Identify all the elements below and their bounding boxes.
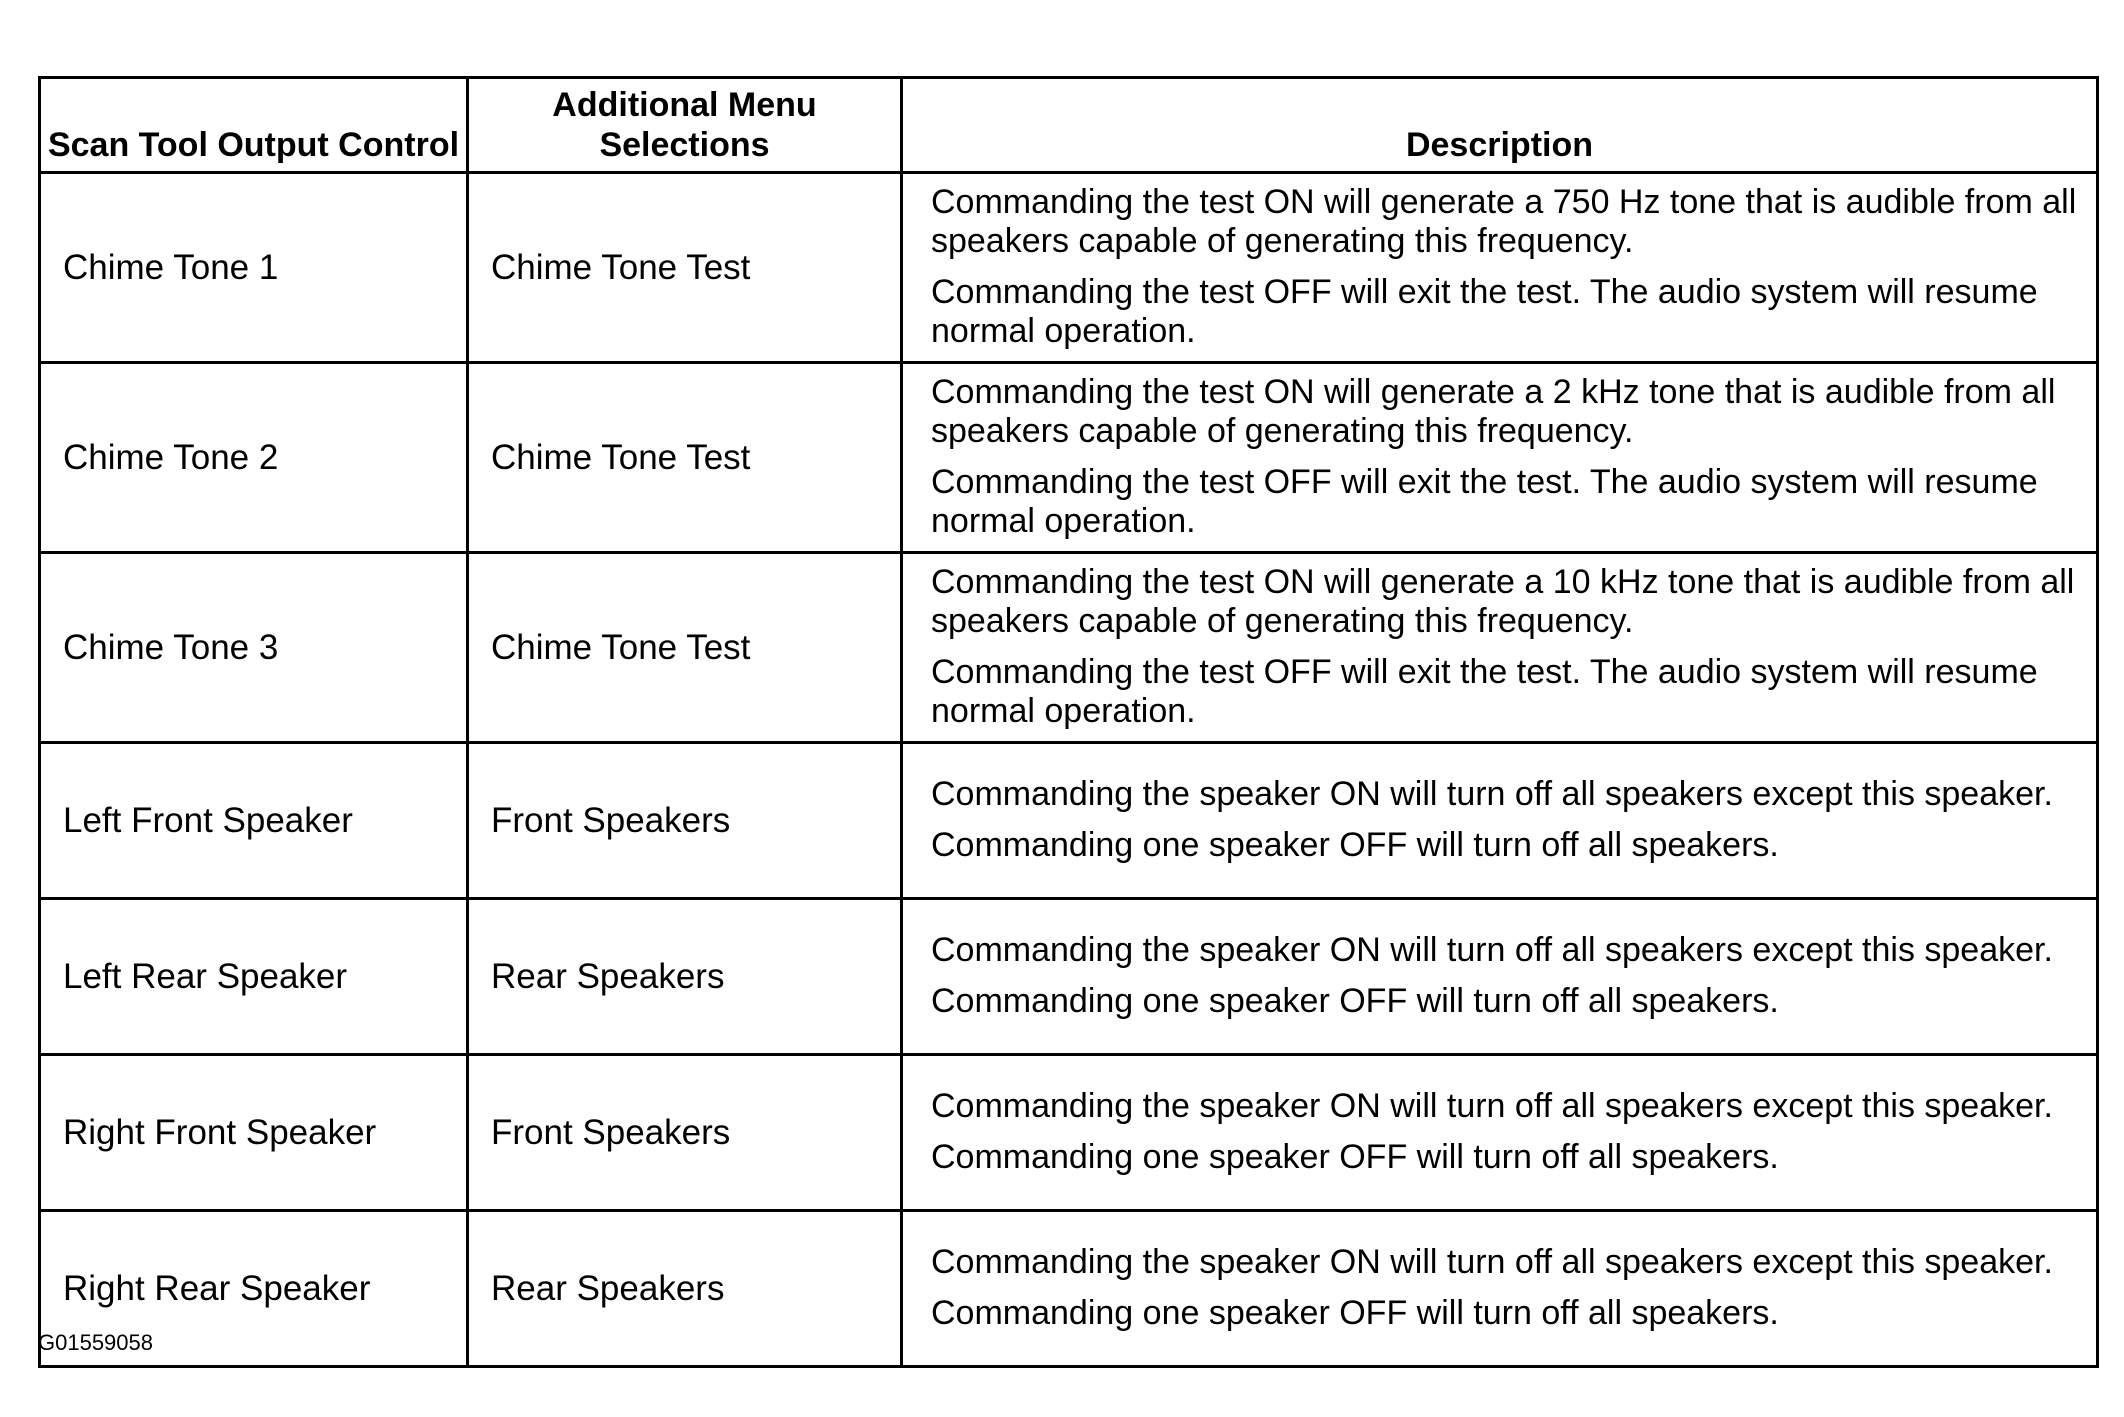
description-on-text: Commanding the test ON will generate a 10 kHz tone that is audible from all speakers capable of generating this frequency. — [931, 563, 2075, 640]
description-on-text: Commanding the test ON will generate a 2 kHz tone that is audible from all speakers capable of generating this frequency. — [931, 373, 2056, 450]
table-row — [40, 1211, 2098, 1367]
menu-selection-cell: Chime Tone Test — [468, 553, 902, 743]
description-cell — [902, 553, 2098, 743]
table-row — [40, 363, 2098, 553]
output-control-cell: Chime Tone 2 — [40, 363, 468, 553]
output-control-cell: Left Front Speaker — [40, 743, 468, 899]
menu-selection-cell: Front Speakers — [468, 743, 902, 899]
output-control-cell: Chime Tone 3 — [40, 553, 468, 743]
table-row — [40, 899, 2098, 1055]
description-cell — [902, 1211, 2098, 1367]
menu-selection-cell: Chime Tone Test — [468, 363, 902, 553]
menu-selection-cell: Rear Speakers — [468, 1211, 902, 1367]
output-control-cell: Right Rear Speaker — [40, 1211, 468, 1367]
table-row — [40, 1055, 2098, 1211]
description-on-text: Commanding the test ON will generate a 750 Hz tone that is audible from all speakers capable of generating this frequency. — [931, 183, 2077, 260]
description-cell — [902, 363, 2098, 553]
description-off-text: Commanding the test OFF will exit the test. The audio system will resume normal operation. — [931, 273, 2038, 350]
description-off-text: Commanding one speaker OFF will turn off all speakers. — [931, 1138, 1779, 1176]
description-off-text: Commanding one speaker OFF will turn off all speakers. — [931, 982, 1779, 1020]
header-menu-selections: Additional Menu Selections — [468, 78, 902, 173]
output-control-cell: Right Front Speaker — [40, 1055, 468, 1211]
description-off-text: Commanding the test OFF will exit the test. The audio system will resume normal operation. — [931, 653, 2038, 730]
figure-code: G01559058 — [38, 1330, 153, 1355]
description-off-text: Commanding the test OFF will exit the test. The audio system will resume normal operation. — [931, 463, 2038, 540]
description-cell — [902, 743, 2098, 899]
table-row — [40, 743, 2098, 899]
menu-selection-cell: Chime Tone Test — [468, 173, 902, 363]
description-cell — [902, 1055, 2098, 1211]
table-row — [40, 553, 2098, 743]
description-on-text: Commanding the speaker ON will turn off all speakers except this speaker. — [931, 1087, 2053, 1125]
description-on-text: Commanding the speaker ON will turn off all speakers except this speaker. — [931, 1243, 2053, 1281]
description-on-text: Commanding the speaker ON will turn off all speakers except this speaker. — [931, 775, 2053, 813]
description-on-text: Commanding the speaker ON will turn off all speakers except this speaker. — [931, 931, 2053, 969]
description-off-text: Commanding one speaker OFF will turn off all speakers. — [931, 826, 1779, 864]
menu-selection-cell: Front Speakers — [468, 1055, 902, 1211]
output-control-table-container — [38, 76, 2096, 1368]
menu-selection-cell: Rear Speakers — [468, 899, 902, 1055]
table-header-row — [40, 78, 2098, 173]
header-output-control: Scan Tool Output Control — [40, 78, 468, 173]
table-row — [40, 173, 2098, 363]
description-cell — [902, 899, 2098, 1055]
output-control-cell: Chime Tone 1 — [40, 173, 468, 363]
header-description: Description — [902, 78, 2098, 173]
output-control-table — [38, 76, 2099, 1368]
output-control-cell: Left Rear Speaker — [40, 899, 468, 1055]
description-cell — [902, 173, 2098, 363]
description-off-text: Commanding one speaker OFF will turn off all speakers. — [931, 1294, 1779, 1332]
